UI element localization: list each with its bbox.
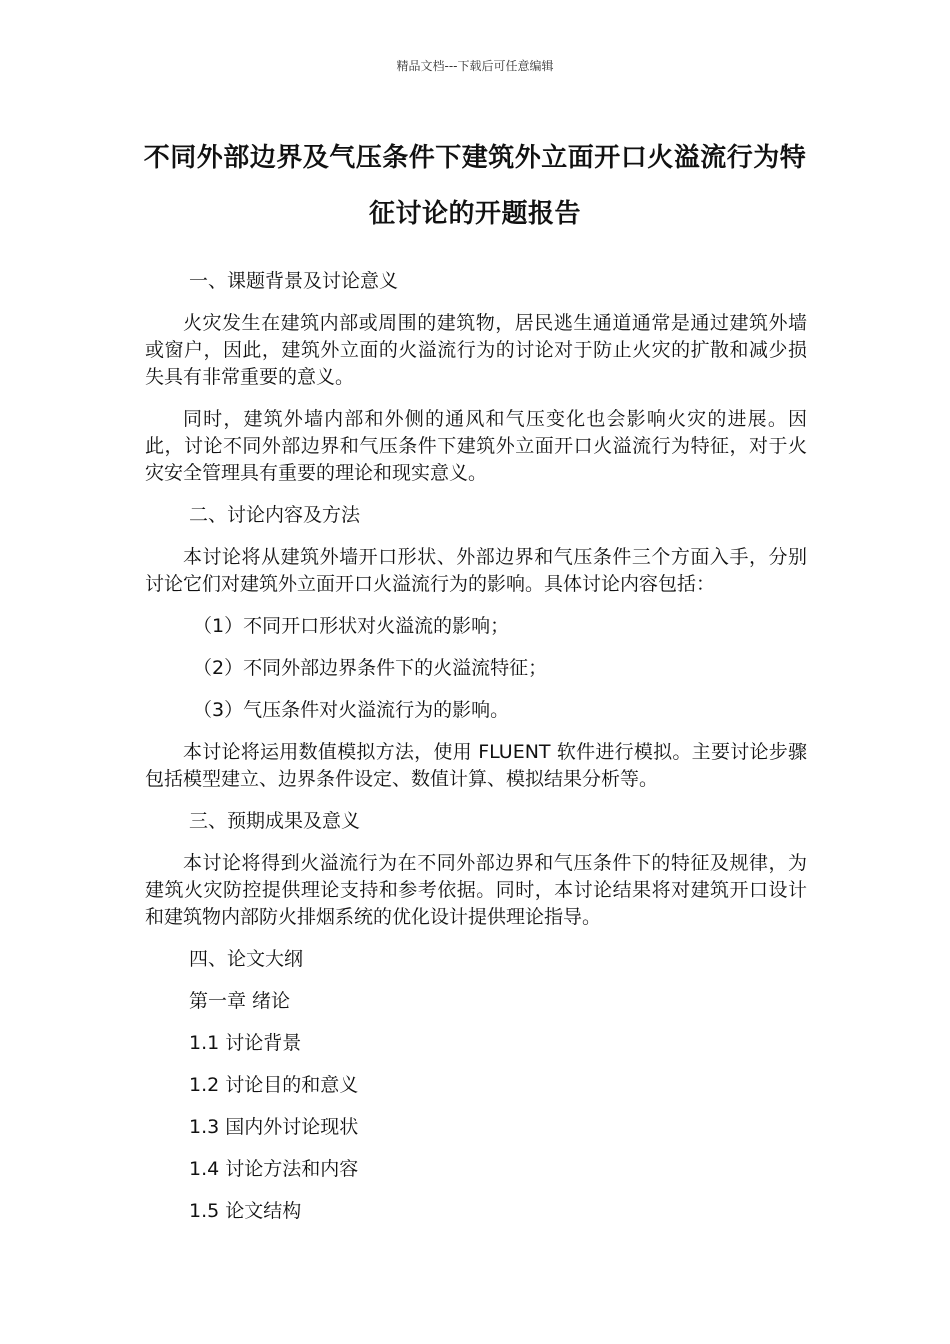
paragraph-expected-results: 本讨论将得到火溢流行为在不同外部边界和气压条件下的特征及规律，为建筑火灾防控提供理论支持和参考依据。同时，本讨论结果将对建筑开口设计和建筑物内部防火排烟系统的优化设计提供理论指导。 <box>145 852 807 928</box>
paragraph-content-1: 本讨论将从建筑外墙开口形状、外部边界和气压条件三个方面入手，分别讨论它们对建筑外立面开口火溢流行为的影响。具体讨论内容包括： <box>145 546 807 595</box>
list-item-3: （3）气压条件对火溢流行为的影响。 <box>193 699 510 721</box>
paragraph-method: 本讨论将运用数值模拟方法，使用 FLUENT 软件进行模拟。主要讨论步骤包括模型建立、边界条件设定、数值计算、模拟结果分析等。 <box>145 741 807 790</box>
section-heading-content-method: 二、讨论内容及方法 <box>189 504 361 526</box>
list-item-2: （2）不同外部边界条件下的火溢流特征； <box>193 657 548 679</box>
list-item-1: （1）不同开口形状对火溢流的影响； <box>193 615 510 637</box>
document-title: 不同外部边界及气压条件下建筑外立面开口火溢流行为特征讨论的开题报告 <box>143 143 807 229</box>
outline-item-1-5: 1.5 论文结构 <box>189 1200 302 1222</box>
header-note: 精品文档---下载后可任意编辑 <box>396 59 554 73</box>
outline-item-1-4: 1.4 讨论方法和内容 <box>189 1158 359 1180</box>
paragraph-background-2: 同时，建筑外墙内部和外侧的通风和气压变化也会影响火灾的进展。因此，讨论不同外部边界和气压条件下建筑外立面开口火溢流行为特征，对于火灾安全管理具有重要的理论和现实意义。 <box>145 408 807 484</box>
outline-item-1-3: 1.3 国内外讨论现状 <box>189 1116 359 1138</box>
outline-item-chapter-1: 第一章 绪论 <box>189 990 291 1012</box>
paragraph-background-1: 火灾发生在建筑内部或周围的建筑物，居民逃生通道通常是通过建筑外墙或窗户，因此，建筑外立面的火溢流行为的讨论对于防止火灾的扩散和减少损失具有非常重要的意义。 <box>145 312 807 388</box>
outline-item-1-2: 1.2 讨论目的和意义 <box>189 1074 359 1096</box>
section-heading-expected-results: 三、预期成果及意义 <box>189 810 361 832</box>
section-heading-background: 一、课题背景及讨论意义 <box>189 270 399 292</box>
section-heading-outline: 四、论文大纲 <box>189 948 304 970</box>
outline-item-1-1: 1.1 讨论背景 <box>189 1032 302 1054</box>
document-body <box>145 268 807 1240</box>
